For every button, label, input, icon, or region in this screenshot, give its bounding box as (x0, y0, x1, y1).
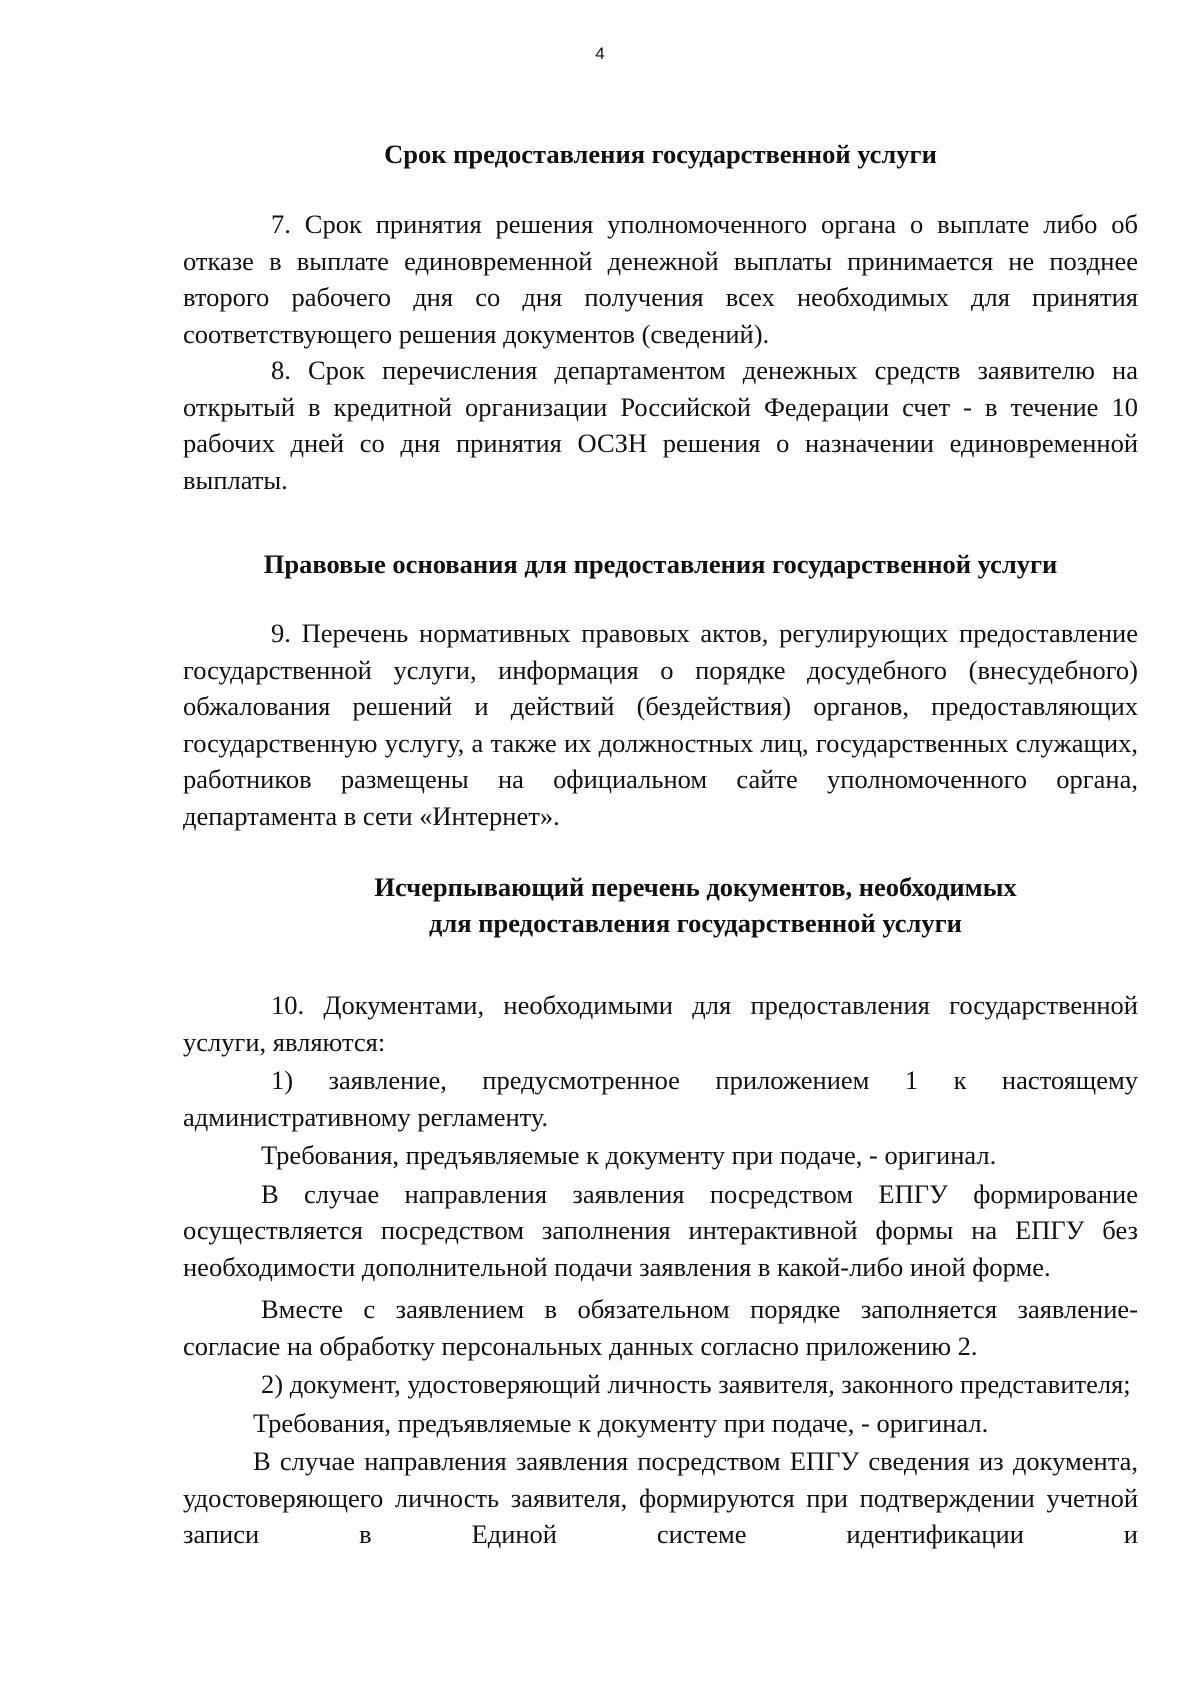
paragraph-8: 8. Срок перечисления департаментом денежных средств заявителю на открытый в кредитной организации Российской Федерации счет - в течение 10 рабочих дней со дня принятия ОСЗН решения о назначении единовременной выплаты. (183, 355, 1138, 495)
list-item-2-requirements: Требования, предъявляемые к документу при подаче, - оригинал. (253, 1407, 989, 1438)
section-heading-term: Срок предоставления государственной услуги (384, 139, 937, 169)
list-item-1: 1) заявление, предусмотренное приложением 1 к настоящему административному регламенту. (183, 1065, 1138, 1132)
list-item-1-epgu: В случае направления заявления посредством ЕПГУ формирование осуществляется посредством заполнения интерактивной формы на ЕПГУ без необходимости дополнительной подачи заявления в какой-либо иной форме. (183, 1178, 1138, 1282)
paragraph-10: 10. Документами, необходимыми для предоставления государственной услуги, являются: (183, 990, 1138, 1057)
paragraph-9: 9. Перечень нормативных правовых актов, регулирующих предоставление государственной услуги, информация о порядке досудебного (внесудебного) обжалования решений и действий (бездействия) органов, предоставляющих государственную услугу, а также их должностных лиц, государственных служащих, работников размещены на официальном сайте уполномоченного органа, департамента в сети «Интернет». (183, 618, 1138, 831)
list-item-2: 2) документ, удостоверяющий личность заявителя, законного представителя; (261, 1369, 1131, 1399)
section-heading-legal: Правовые основания для предоставления государственной услуги (263, 549, 1058, 579)
list-item-2-epgu: В случае направления заявления посредством ЕПГУ сведения из документа, удостоверяющего личность заявителя, формируются при подтверждении учетной записи в Единой системе идентификации и (183, 1446, 1138, 1549)
section-heading-documents (183, 869, 1138, 941)
section-heading-documents-line2: для предоставления государственной услуги (429, 908, 962, 938)
document-body (183, 136, 1138, 1553)
section-heading-documents-line1: Исчерпывающий перечень документов, необходимых (374, 872, 1017, 902)
list-item-1-consent: Вместе с заявлением в обязательном порядке заполняется заявление-согласие на обработку персональных данных согласно приложению 2. (183, 1294, 1138, 1361)
paragraph-7: 7. Срок принятия решения уполномоченного органа о выплате либо об отказе в выплате единовременной денежной выплаты принимается не позднее второго рабочего дня со дня получения всех необходимых для принятия соответствующего решения документов (сведений). (183, 209, 1138, 349)
page-number: 4 (595, 44, 605, 63)
list-item-1-requirements: Требования, предъявляемые к документу при подаче, - оригинал. (261, 1140, 997, 1170)
